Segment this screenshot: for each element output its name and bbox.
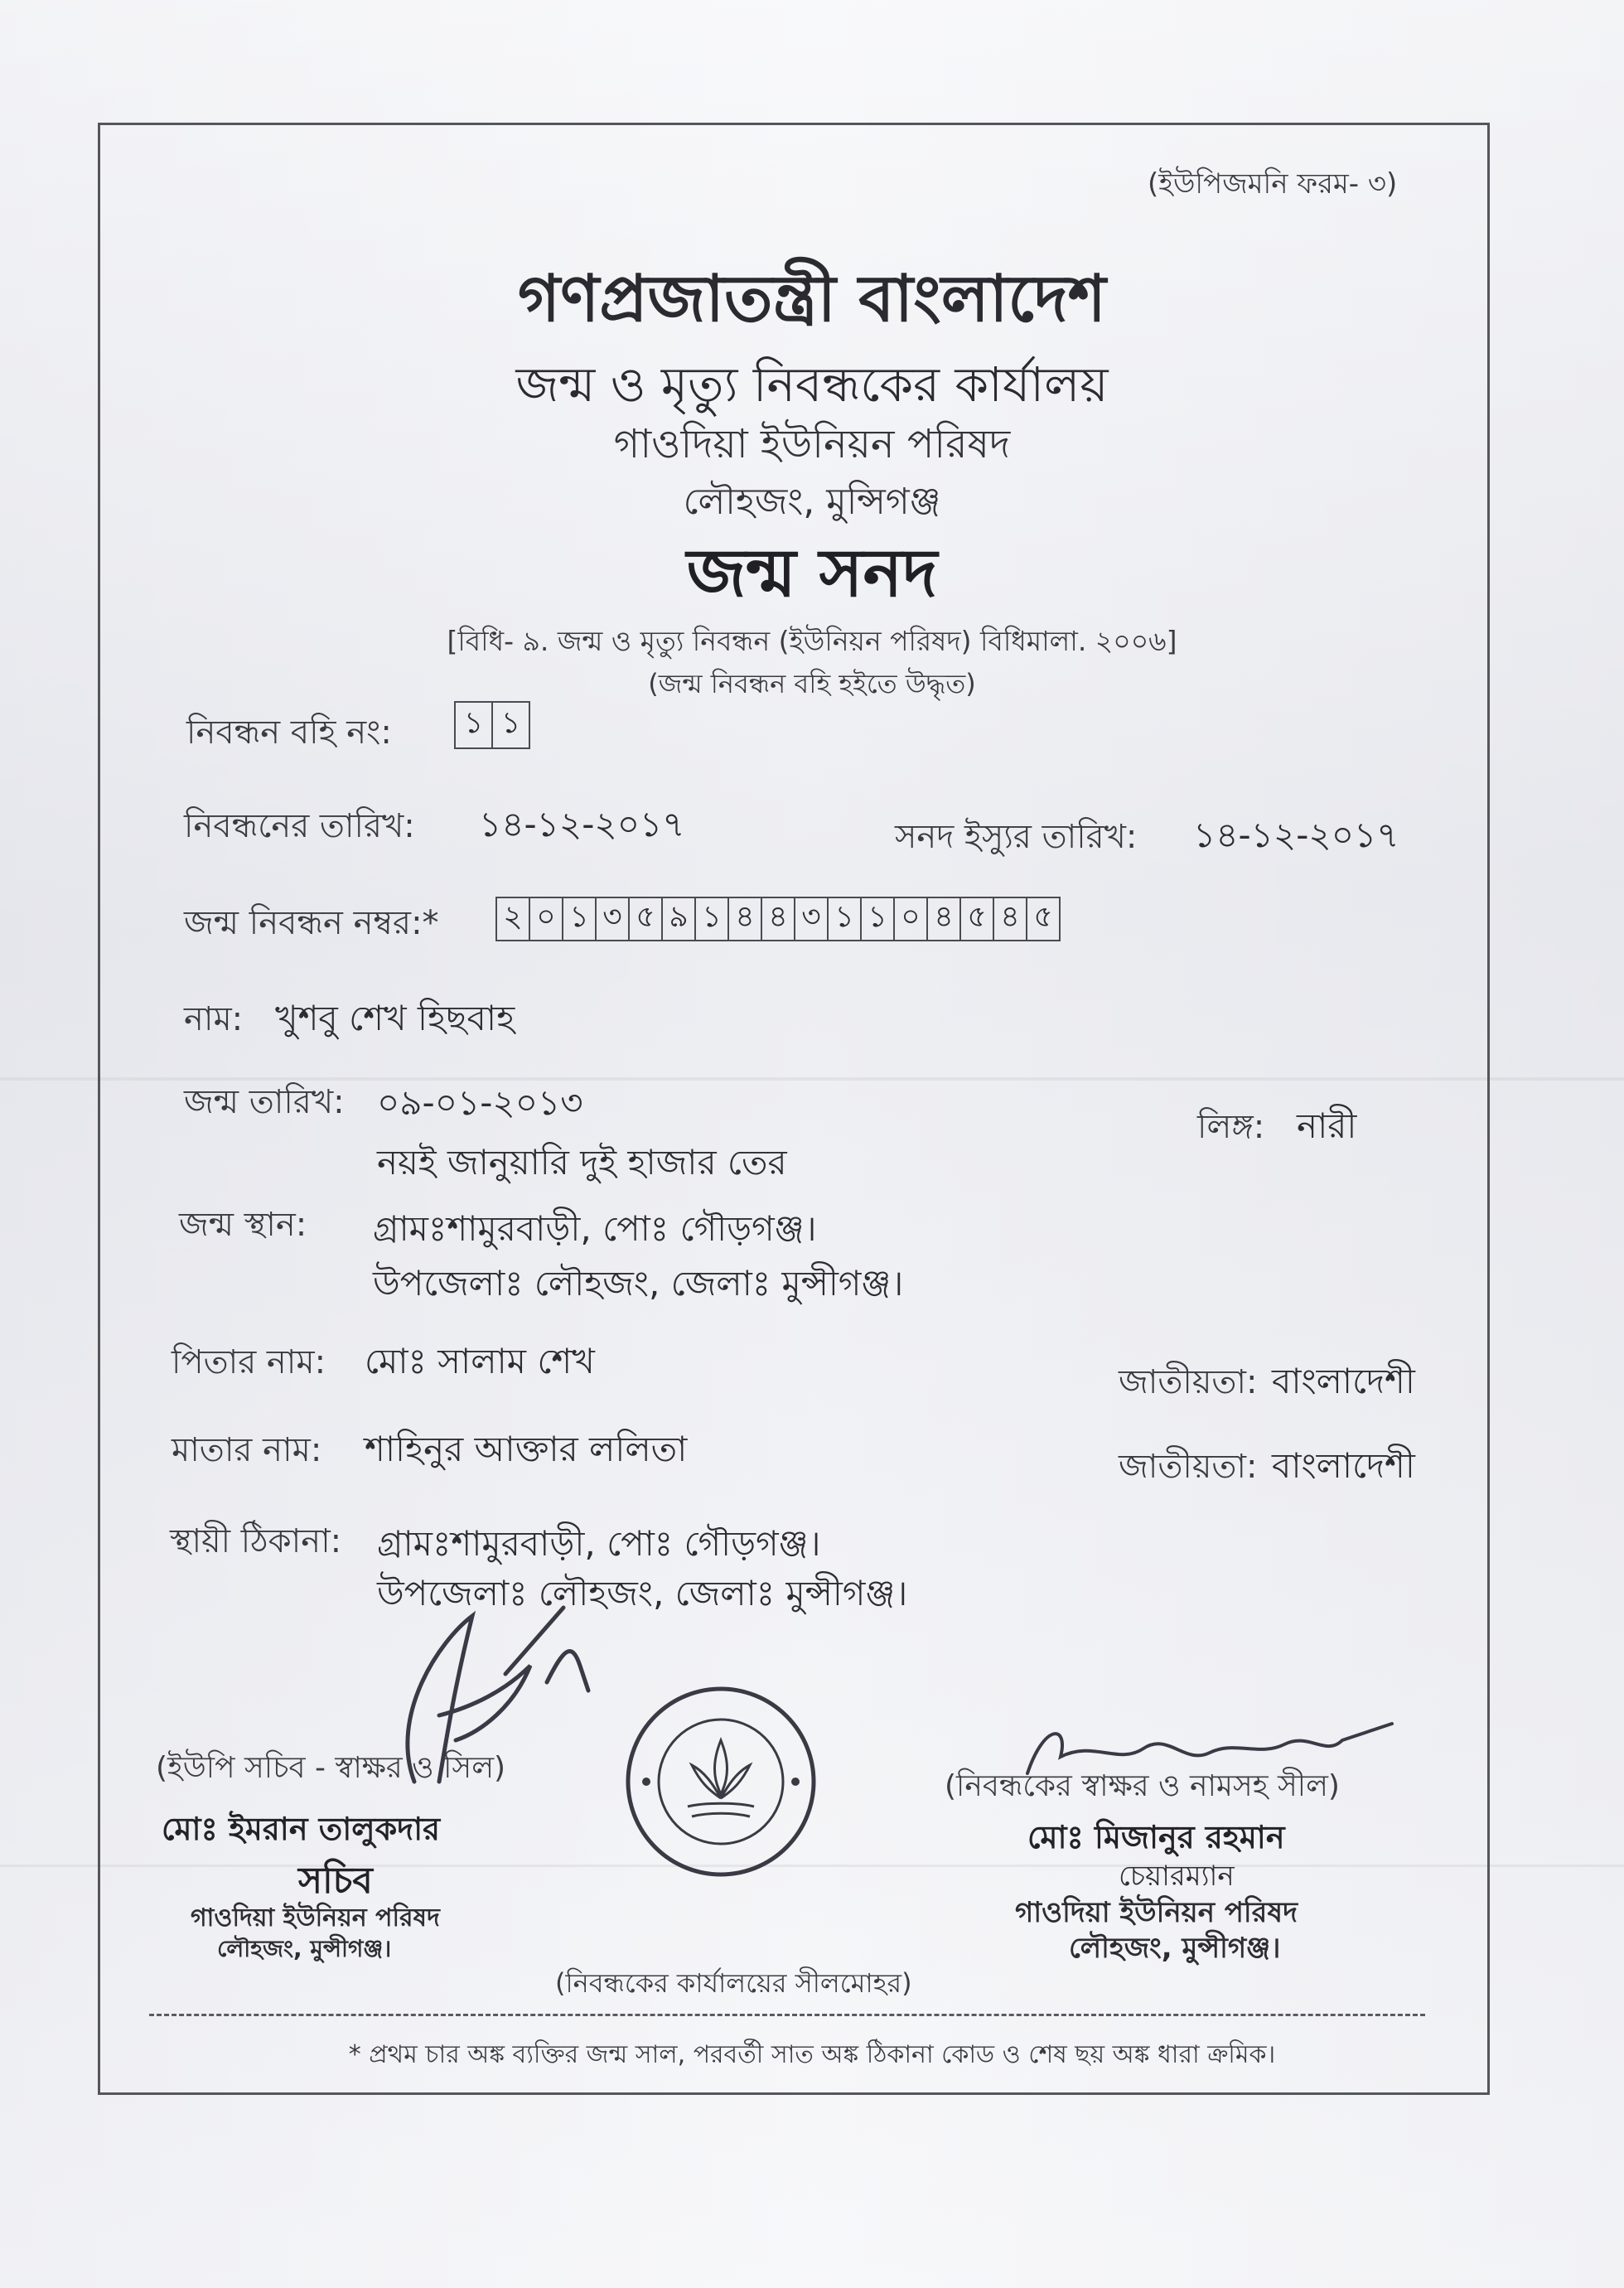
birth-reg-number-digit: ৪ <box>993 897 1027 941</box>
registrar-place: লৌহজং, মুন্সীগঞ্জ। <box>1069 1932 1281 1965</box>
name-label: নাম: <box>184 1000 244 1038</box>
birth-reg-number-digit: ১ <box>827 897 862 941</box>
mother-name-label: মাতার নাম: <box>172 1431 322 1469</box>
secretary-title: সচিব <box>298 1860 373 1902</box>
mother-nationality-value: বাংলাদেশী <box>1272 1445 1415 1486</box>
office-seal-caption: (নিবন্ধকের কার্যালয়ের সীলমোহর) <box>555 1967 912 1999</box>
registration-book-digit: ১ <box>454 701 493 749</box>
birth-date-in-words: নয়ই জানুয়ারি দুই হাজার তের <box>377 1142 787 1183</box>
birth-reg-number-digit: ৪ <box>926 897 961 941</box>
birth-reg-number-digit: ৫ <box>959 897 994 941</box>
registrar-org: গাওদিয়া ইউনিয়ন পরিষদ <box>1015 1896 1298 1929</box>
birth-reg-number <box>497 897 1061 941</box>
birth-reg-number-digit: ২ <box>495 897 530 941</box>
registrar-name: মোঃ মিজানুর রহমান <box>1027 1819 1285 1855</box>
footnote: * প্রথম চার অঙ্ক ব্যক্তির জন্ম সাল, পরবর্তী সাত অঙ্ক ঠিকানা কোড ও শেষ ছয় অঙ্ক ধারা ক্রমিক। <box>348 2040 1276 2069</box>
birth-reg-number-digit: ৪ <box>727 897 762 941</box>
secretary-place: লৌহজং, মুন্সীগঞ্জ। <box>217 1935 392 1962</box>
mother-name-value: শাহিনুর আক্তার ললিতা <box>365 1429 688 1469</box>
registration-book-digit: ১ <box>491 701 530 749</box>
birth-reg-number-digit: ৪ <box>761 897 795 941</box>
father-name-value: মোঃ সালাম শেখ <box>365 1341 595 1381</box>
secretary-name: মোঃ ইমরান তালুকদার <box>162 1811 441 1847</box>
mother-nationality-label: জাতীয়তা: <box>1119 1448 1258 1486</box>
country-heading: গণপ্রজাতন্ত্রী বাংলাদেশ <box>518 262 1106 336</box>
birth-reg-number-digit: ৩ <box>794 897 829 941</box>
gender-value: নারী <box>1297 1105 1357 1146</box>
office-heading: জন্ম ও মৃত্যু নিবন্ধকের কার্যালয় <box>515 356 1109 413</box>
issue-date-label: সনদ ইস্যুর তারিখ: <box>895 818 1138 856</box>
registration-date-value: ১৪-১২-২০১৭ <box>479 804 685 844</box>
father-nationality-label: জাতীয়তা: <box>1119 1363 1258 1401</box>
secretary-org: গাওদিয়া ইউনিয়ন পরিষদ <box>191 1903 440 1932</box>
birth-reg-number-label: জন্ম নিবন্ধন নম্বর:* <box>184 904 439 942</box>
permanent-address-line2: উপজেলাঃ লৌহজং, জেলাঃ মুন্সীগঞ্জ। <box>377 1573 908 1613</box>
permanent-address-label: স্থায়ী ঠিকানা: <box>170 1522 342 1560</box>
registration-date-label: নিবন্ধনের তারিখ: <box>184 807 415 845</box>
birth-reg-number-digit: ৩ <box>595 897 630 941</box>
birth-place-line1: গ্রামঃশামুরবাড়ী, পোঃ গৌড়গঞ্জ। <box>373 1208 817 1249</box>
permanent-address-line1: গ্রামঃশামুরবাড়ী, পোঃ গৌড়গঞ্জ। <box>377 1523 821 1564</box>
birth-reg-number-digit: ৯ <box>661 897 696 941</box>
birth-reg-number-digit: ০ <box>893 897 928 941</box>
secretary-role-caption: (ইউপি সচিব - স্বাক্ষর ও সিল) <box>156 1751 506 1785</box>
office-seal <box>621 1682 820 1881</box>
registration-book-label: নিবন্ধন বহি নং: <box>186 713 392 752</box>
birth-date-label: জন্ম তারিখ: <box>184 1083 345 1121</box>
father-name-label: পিতার নাম: <box>172 1343 326 1381</box>
union-heading: গাওদিয়া ইউনিয়ন পরিষদ <box>613 421 1011 467</box>
footnote-divider <box>149 2014 1425 2016</box>
birth-reg-number-digit: ১ <box>562 897 597 941</box>
form-number: (ইউপিজমনি ফরম- ৩) <box>1148 167 1398 201</box>
birth-reg-number-digit: ১ <box>860 897 895 941</box>
gender-label: লিঙ্গ: <box>1197 1108 1265 1146</box>
birth-reg-number-digit: ১ <box>694 897 729 941</box>
birth-reg-number-digit: ৫ <box>628 897 663 941</box>
issue-date-value: ১৪-১২-২০১৭ <box>1193 815 1399 855</box>
father-nationality-value: বাংলাদেশী <box>1272 1361 1415 1401</box>
birth-reg-number-digit: ৫ <box>1026 897 1061 941</box>
rule-reference: [বিধি- ৯. জন্ম ও মৃত্যু নিবন্ধন (ইউনিয়ন পরিষদ) বিধিমালা. ২০০৬] <box>447 625 1177 657</box>
birth-reg-number-digit: ০ <box>529 897 563 941</box>
registrar-title: চেয়ারম্যান <box>1119 1860 1235 1893</box>
birth-date-value: ০৯-০১-২০১৩ <box>377 1082 583 1123</box>
extract-note: (জন্ম নিবন্ধন বহি হইতে উদ্ধৃত) <box>648 668 976 699</box>
registration-book-number <box>456 701 530 749</box>
birth-place-label: জন্ম স্থান: <box>179 1206 307 1244</box>
name-value: খুশবু শেখ হিছবাহ <box>275 998 515 1038</box>
page-title: জন্ম সনদ <box>686 535 938 612</box>
location-heading: লৌহজং, মুন্সিগঞ্জ <box>683 481 941 523</box>
birth-place-line2: উপজেলাঃ লৌহজং, জেলাঃ মুন্সীগঞ্জ। <box>373 1263 904 1304</box>
registrar-role-caption: (নিবন্ধকের স্বাক্ষর ও নামসহ সীল) <box>945 1769 1340 1803</box>
